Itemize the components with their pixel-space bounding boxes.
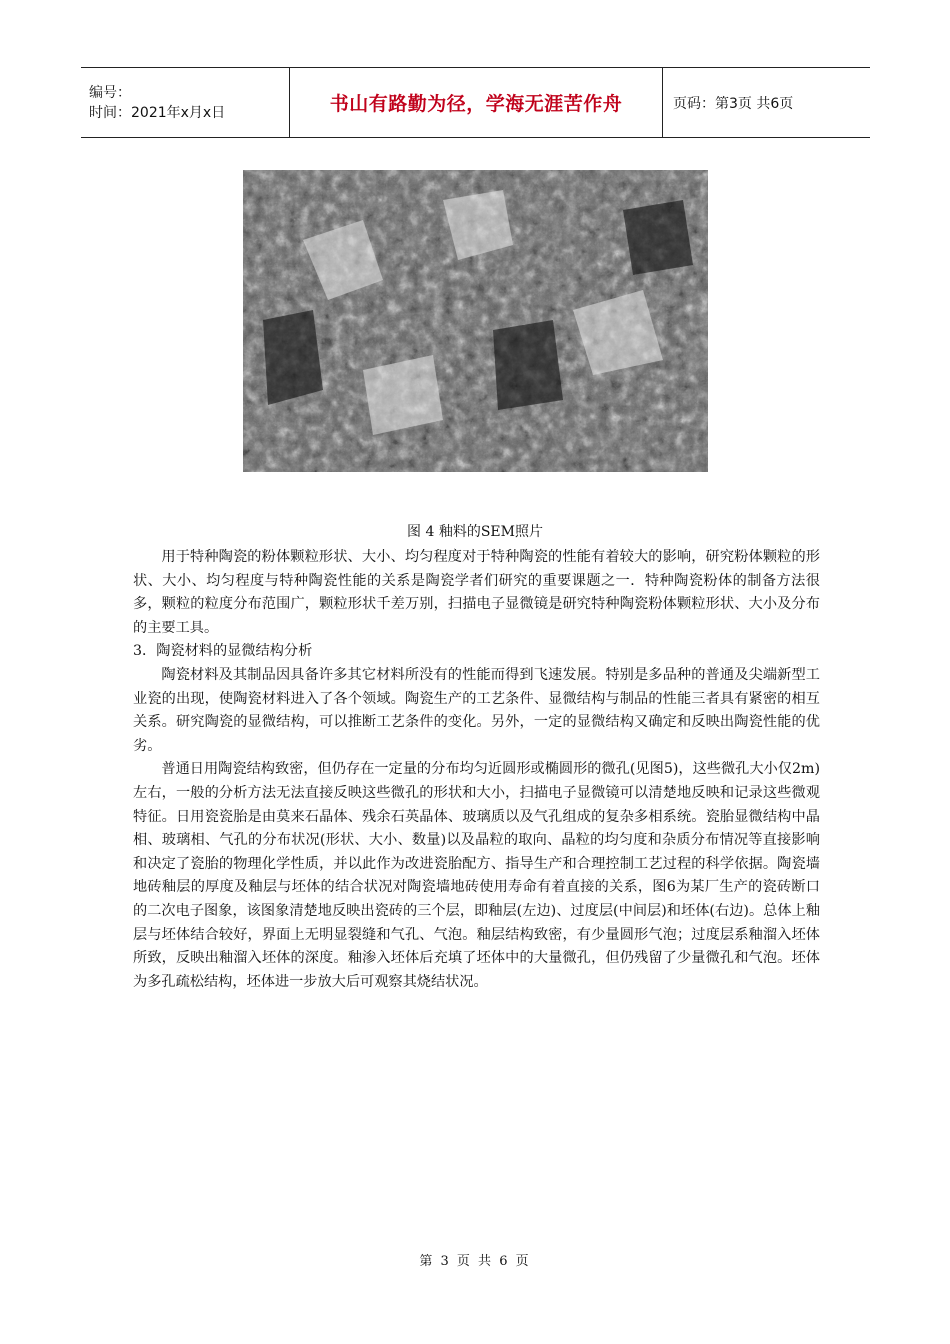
paragraph-2: 陶瓷材料及其制品因具备许多其它材料所没有的性能而得到飞速发展。特别是多品种的普通及尖端新型工业瓷的出现，使陶瓷材料进入了各个领域。陶瓷生产的工艺条件、显微结构与制品的性能三者具有紧密的相互关系。研究陶瓷的显微结构，可以推断工艺条件的变化。另外，一定的显微结构又确定和反映出陶瓷性能的优劣。 [133,666,820,754]
sem-photo [243,170,708,472]
page-header [81,67,870,138]
paragraph-3: 普通日用陶瓷结构致密，但仍存在一定量的分布均匀近圆形或椭圆形的微孔(见图5)，这些微孔大小仅2m)左右，一般的分析方法无法直接反映这些微孔的形状和大小，扫描电子显微镜可以清楚地反映和记录这些微观特征。日用瓷瓷胎是由莫来石晶体、残余石英晶体、玻璃质以及气孔组成的复杂多相系统。瓷胎显微结构中晶相、玻璃相、气孔的分布状况(形状、大小、数量)以及晶粒的取向、晶粒的均匀度和杂质分布情况等直接影响和决定了瓷胎的物理化学性质，并以此作为改进瓷胎配方、指导生产和合理控制工艺过程的科学依据。陶瓷墙地砖釉层的厚度及釉层与坯体的结合状况对陶瓷墙地砖使用寿命有着直接的关系，图6为某厂生产的瓷砖断口的二次电子图象，该图象清楚地反映出瓷砖的三个层，即釉层(左边)、过度层(中间层)和坯体(右边)。总体上釉层与坯体结合较好，界面上无明显裂缝和气孔、气泡。釉层结构致密，有少量圆形气泡；过度层系釉溜入坯体所致，反映出釉溜入坯体的深度。釉渗入坯体后充填了坯体中的大量微孔，但仍残留了少量微孔和气泡。坯体为多孔疏松结构，坯体进一步放大后可观察其烧结状况。 [133,761,820,990]
header-motto-cell [289,68,663,137]
figure-caption: 图 4 釉料的SEM照片 [407,524,543,540]
page-footer: 第 3 页 共 6 页 [419,1254,531,1269]
sem-photo-image [243,170,708,472]
section-heading-3: 3．陶瓷材料的显微结构分析 [133,643,313,660]
header-right-cell [663,68,870,137]
page-info: 页码：第3页 共6页 [673,95,794,112]
header-motto: 书山有路勤为径，学海无涯苦作舟 [329,93,623,115]
body-text [133,546,820,994]
date-line: 时间：2021年x月x日 [89,104,226,121]
header-left-cell [81,68,289,137]
number-label: 编号： [89,84,131,101]
paragraph-1: 用于特种陶瓷的粉体颗粒形状、大小、均匀程度对于特种陶瓷的性能有着较大的影响，研究粉体颗粒的形状、大小、均匀程度与特种陶瓷性能的关系是陶瓷学者们研究的重要课题之一．特种陶瓷粉体的制备方法很多，颗粒的粒度分布范围广，颗粒形状千差万别，扫描电子显微镜是研究特种陶瓷粉体颗粒形状、大小及分布的主要工具。 [133,549,820,636]
